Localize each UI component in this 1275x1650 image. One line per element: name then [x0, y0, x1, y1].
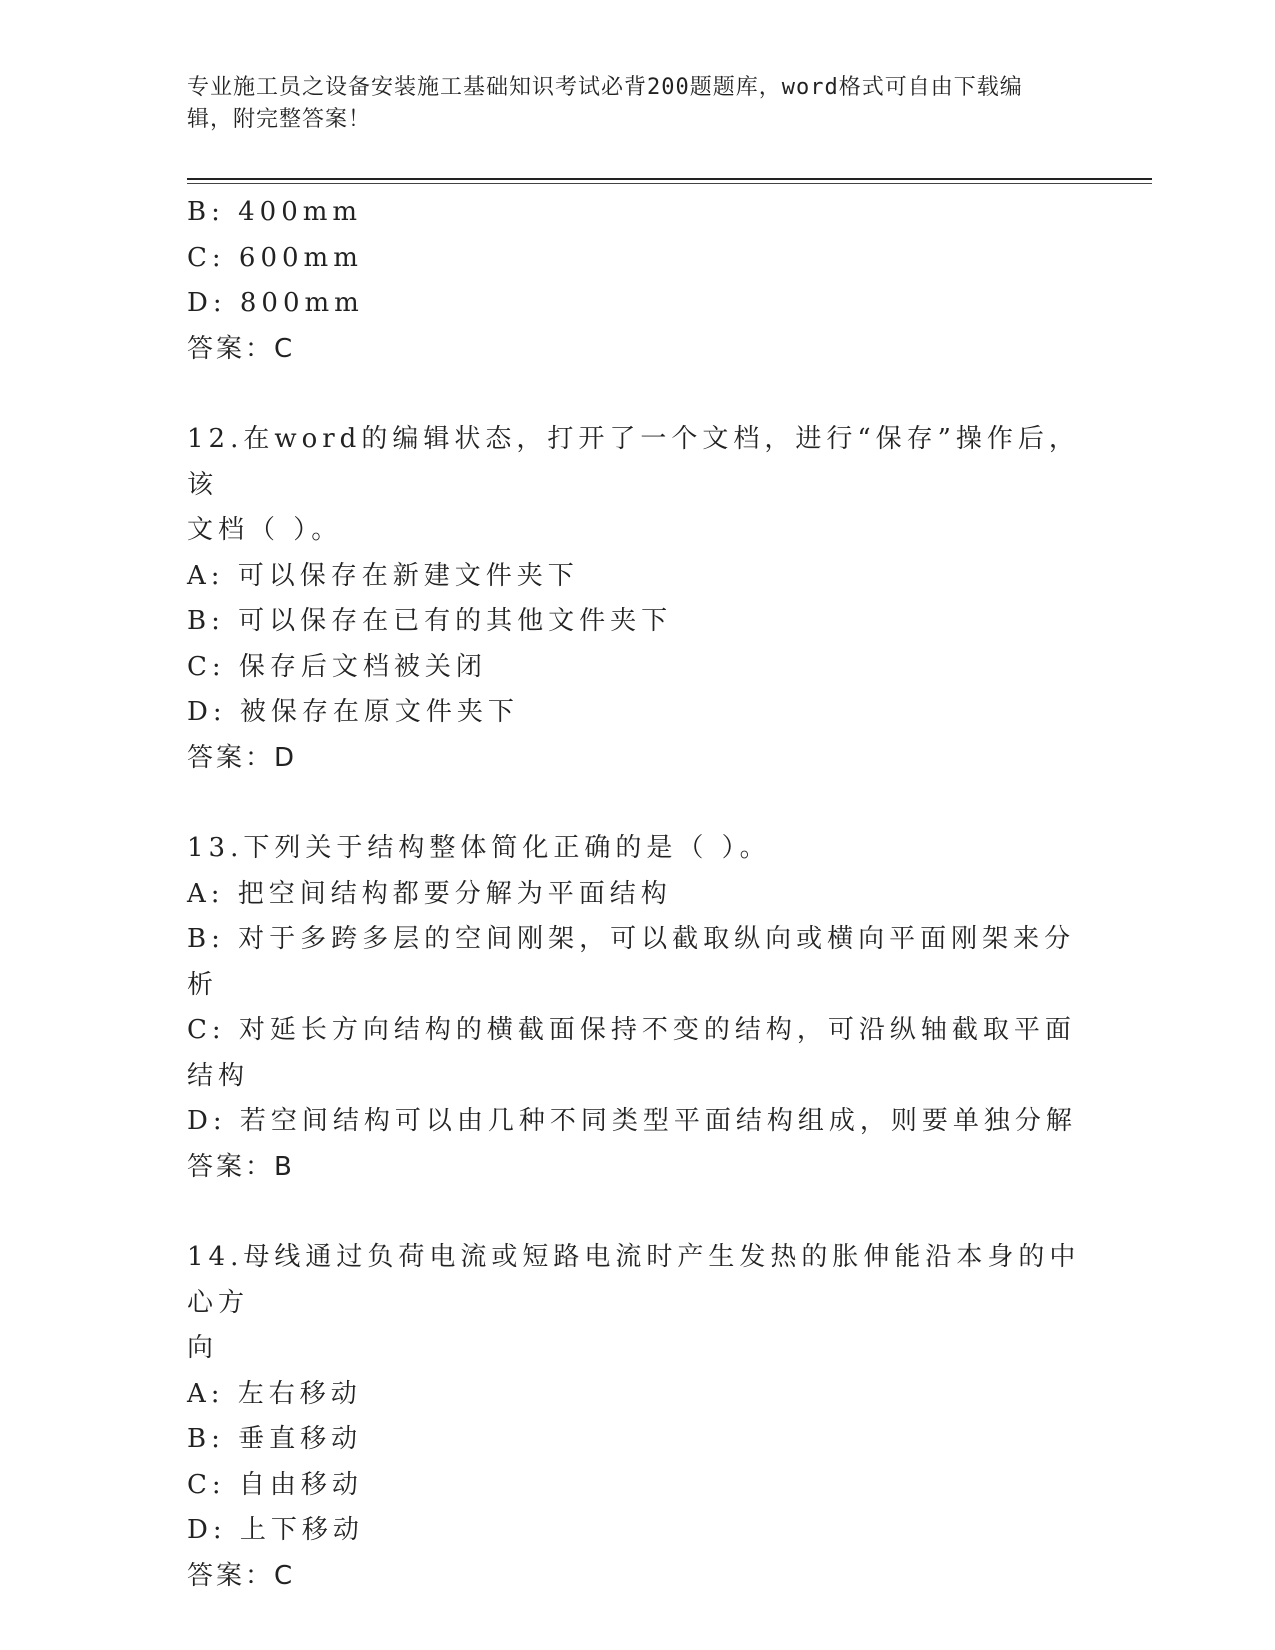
option-a: A: 可以保存在新建文件夹下	[187, 560, 579, 591]
spacer	[187, 372, 1087, 417]
answer: 答案：D	[187, 742, 298, 773]
document-header: 专业施工员之设备安装施工基础知识考试必背200题题库，word格式可自由下载编辑，附完整答案！	[187, 75, 1023, 132]
option-d: D: 被保存在原文件夹下	[187, 697, 519, 727]
header-rule-thick	[187, 178, 1152, 180]
question-13	[187, 826, 1087, 1190]
spacer	[187, 781, 1087, 826]
option-b: B: 对于多跨多层的空间刚架，可以截取纵向或横向平面刚架来分析	[187, 924, 1076, 1000]
question-stem: 13.下列关于结构整体简化正确的是（ ）。	[187, 833, 771, 863]
option-a: A: 把空间结构都要分解为平面结构	[187, 878, 672, 909]
question-stem: 14.母线通过负荷电流或短路电流时产生发热的胀伸能沿本身的中心方	[187, 1242, 1081, 1318]
option-d: D: 800mm	[187, 288, 364, 318]
document-body	[187, 190, 1087, 1599]
question-stem: 向	[187, 1333, 219, 1363]
option-b: B: 可以保存在已有的其他文件夹下	[187, 606, 673, 636]
option-c: C: 保存后文档被关闭	[187, 651, 487, 682]
option-d: D: 若空间结构可以由几种不同类型平面结构组成，则要单独分解	[187, 1106, 1077, 1136]
option-b: B: 400mm	[187, 197, 363, 227]
option-b: B: 垂直移动	[187, 1424, 363, 1454]
spacer	[187, 1190, 1087, 1235]
answer: 答案：C	[187, 333, 296, 364]
question-14	[187, 1235, 1087, 1599]
option-c: C: 自由移动	[187, 1469, 363, 1500]
answer: 答案：C	[187, 1560, 296, 1591]
option-a: A: 左右移动	[187, 1378, 362, 1409]
question-stem: 文档（ ）。	[187, 515, 343, 545]
option-d: D: 上下移动	[187, 1515, 364, 1545]
option-c: C: 600mm	[187, 242, 363, 273]
question-stem: 12.在word的编辑状态，打开了一个文档，进行“保存”操作后，该	[187, 424, 1080, 500]
question-12	[187, 417, 1087, 781]
header-rule-thin	[187, 183, 1152, 184]
question-fragment	[187, 190, 1087, 372]
option-c: C: 对延长方向结构的横截面保持不变的结构，可沿纵轴截取平面结构	[187, 1015, 1076, 1091]
answer: 答案：B	[187, 1151, 295, 1182]
